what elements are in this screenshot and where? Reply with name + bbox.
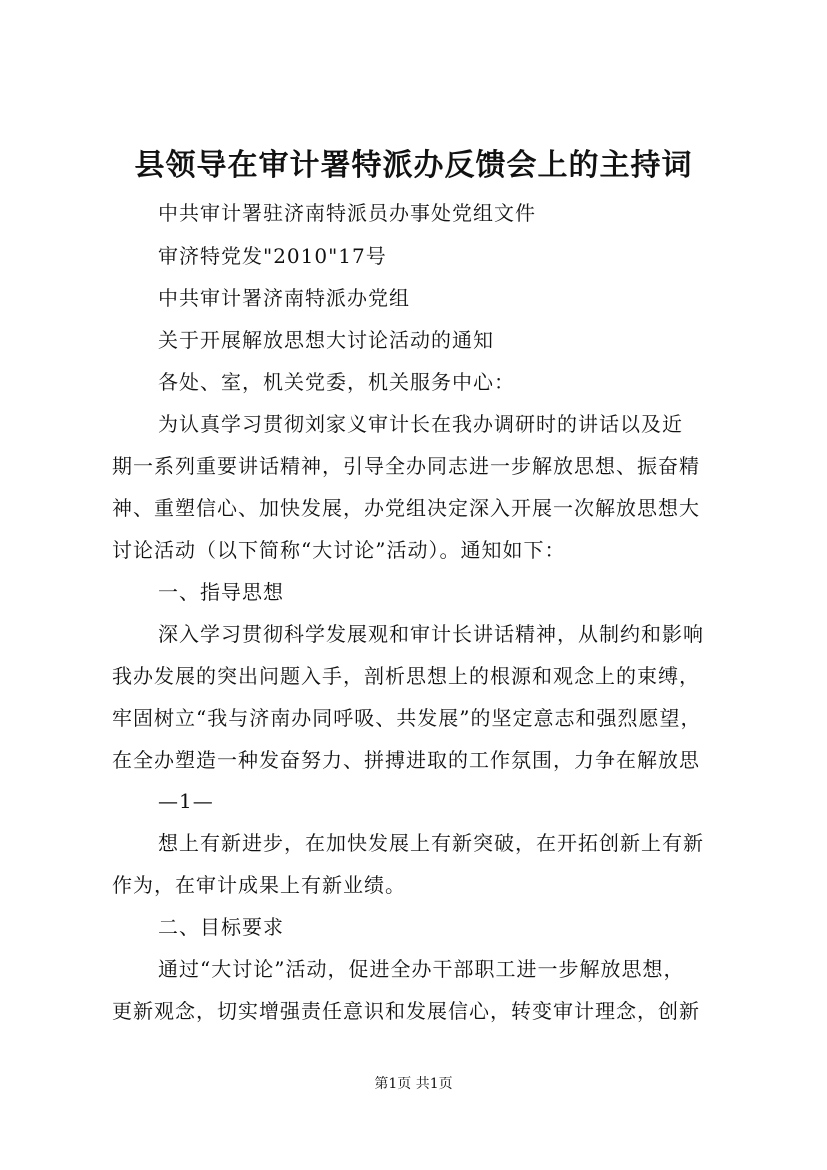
document-title: 县领导在审计署特派办反馈会上的主持词 bbox=[134, 148, 693, 183]
paragraph-line: 期一系列重要讲话精神，引导全办同志进一步解放思想、振奋精 bbox=[112, 454, 700, 478]
paragraph-line: 神、重塑信心、加快发展，办党组决定深入开展一次解放思想大 bbox=[112, 496, 700, 520]
section-heading: 一、指导思想 bbox=[158, 580, 284, 604]
paragraph-line: 讨论活动（以下简称“大讨论”活动）。通知如下： bbox=[112, 538, 566, 562]
header-line: 关于开展解放思想大讨论活动的通知 bbox=[158, 328, 494, 352]
paragraph-line: 为认真学习贯彻刘家义审计长在我办调研时的讲话以及近 bbox=[158, 412, 683, 436]
paragraph-line: 作为，在审计成果上有新业绩。 bbox=[112, 873, 406, 897]
header-line: 审济特党发"2010"17号 bbox=[158, 244, 387, 268]
inline-page-number: —1— bbox=[158, 789, 214, 813]
paragraph-line: 在全办塑造一种发奋努力、拼搏进取的工作氛围，力争在解放思 bbox=[112, 748, 700, 772]
paragraph-line: 牢固树立“我与济南办同呼吸、共发展”的坚定意志和强烈愿望， bbox=[112, 706, 702, 730]
paragraph-line: 通过“大讨论”活动，促进全办干部职工进一步解放思想， bbox=[158, 957, 685, 981]
page-footer: 第1页 共1页 bbox=[374, 1076, 453, 1092]
header-line: 中共审计署驻济南特派员办事处党组文件 bbox=[158, 201, 536, 225]
header-line: 中共审计署济南特派办党组 bbox=[158, 286, 410, 310]
paragraph-line: 我办发展的突出问题入手，剖析思想上的根源和观念上的束缚， bbox=[112, 664, 700, 688]
salutation: 各处、室，机关党委，机关服务中心： bbox=[158, 370, 515, 394]
paragraph-line: 想上有新进步，在加快发展上有新突破，在开拓创新上有新 bbox=[158, 831, 704, 855]
paragraph-line: 深入学习贯彻科学发展观和审计长讲话精神，从制约和影响 bbox=[158, 622, 704, 646]
section-heading: 二、目标要求 bbox=[158, 915, 284, 939]
paragraph-line: 更新观念，切实增强责任意识和发展信心，转变审计理念，创新 bbox=[112, 999, 700, 1023]
